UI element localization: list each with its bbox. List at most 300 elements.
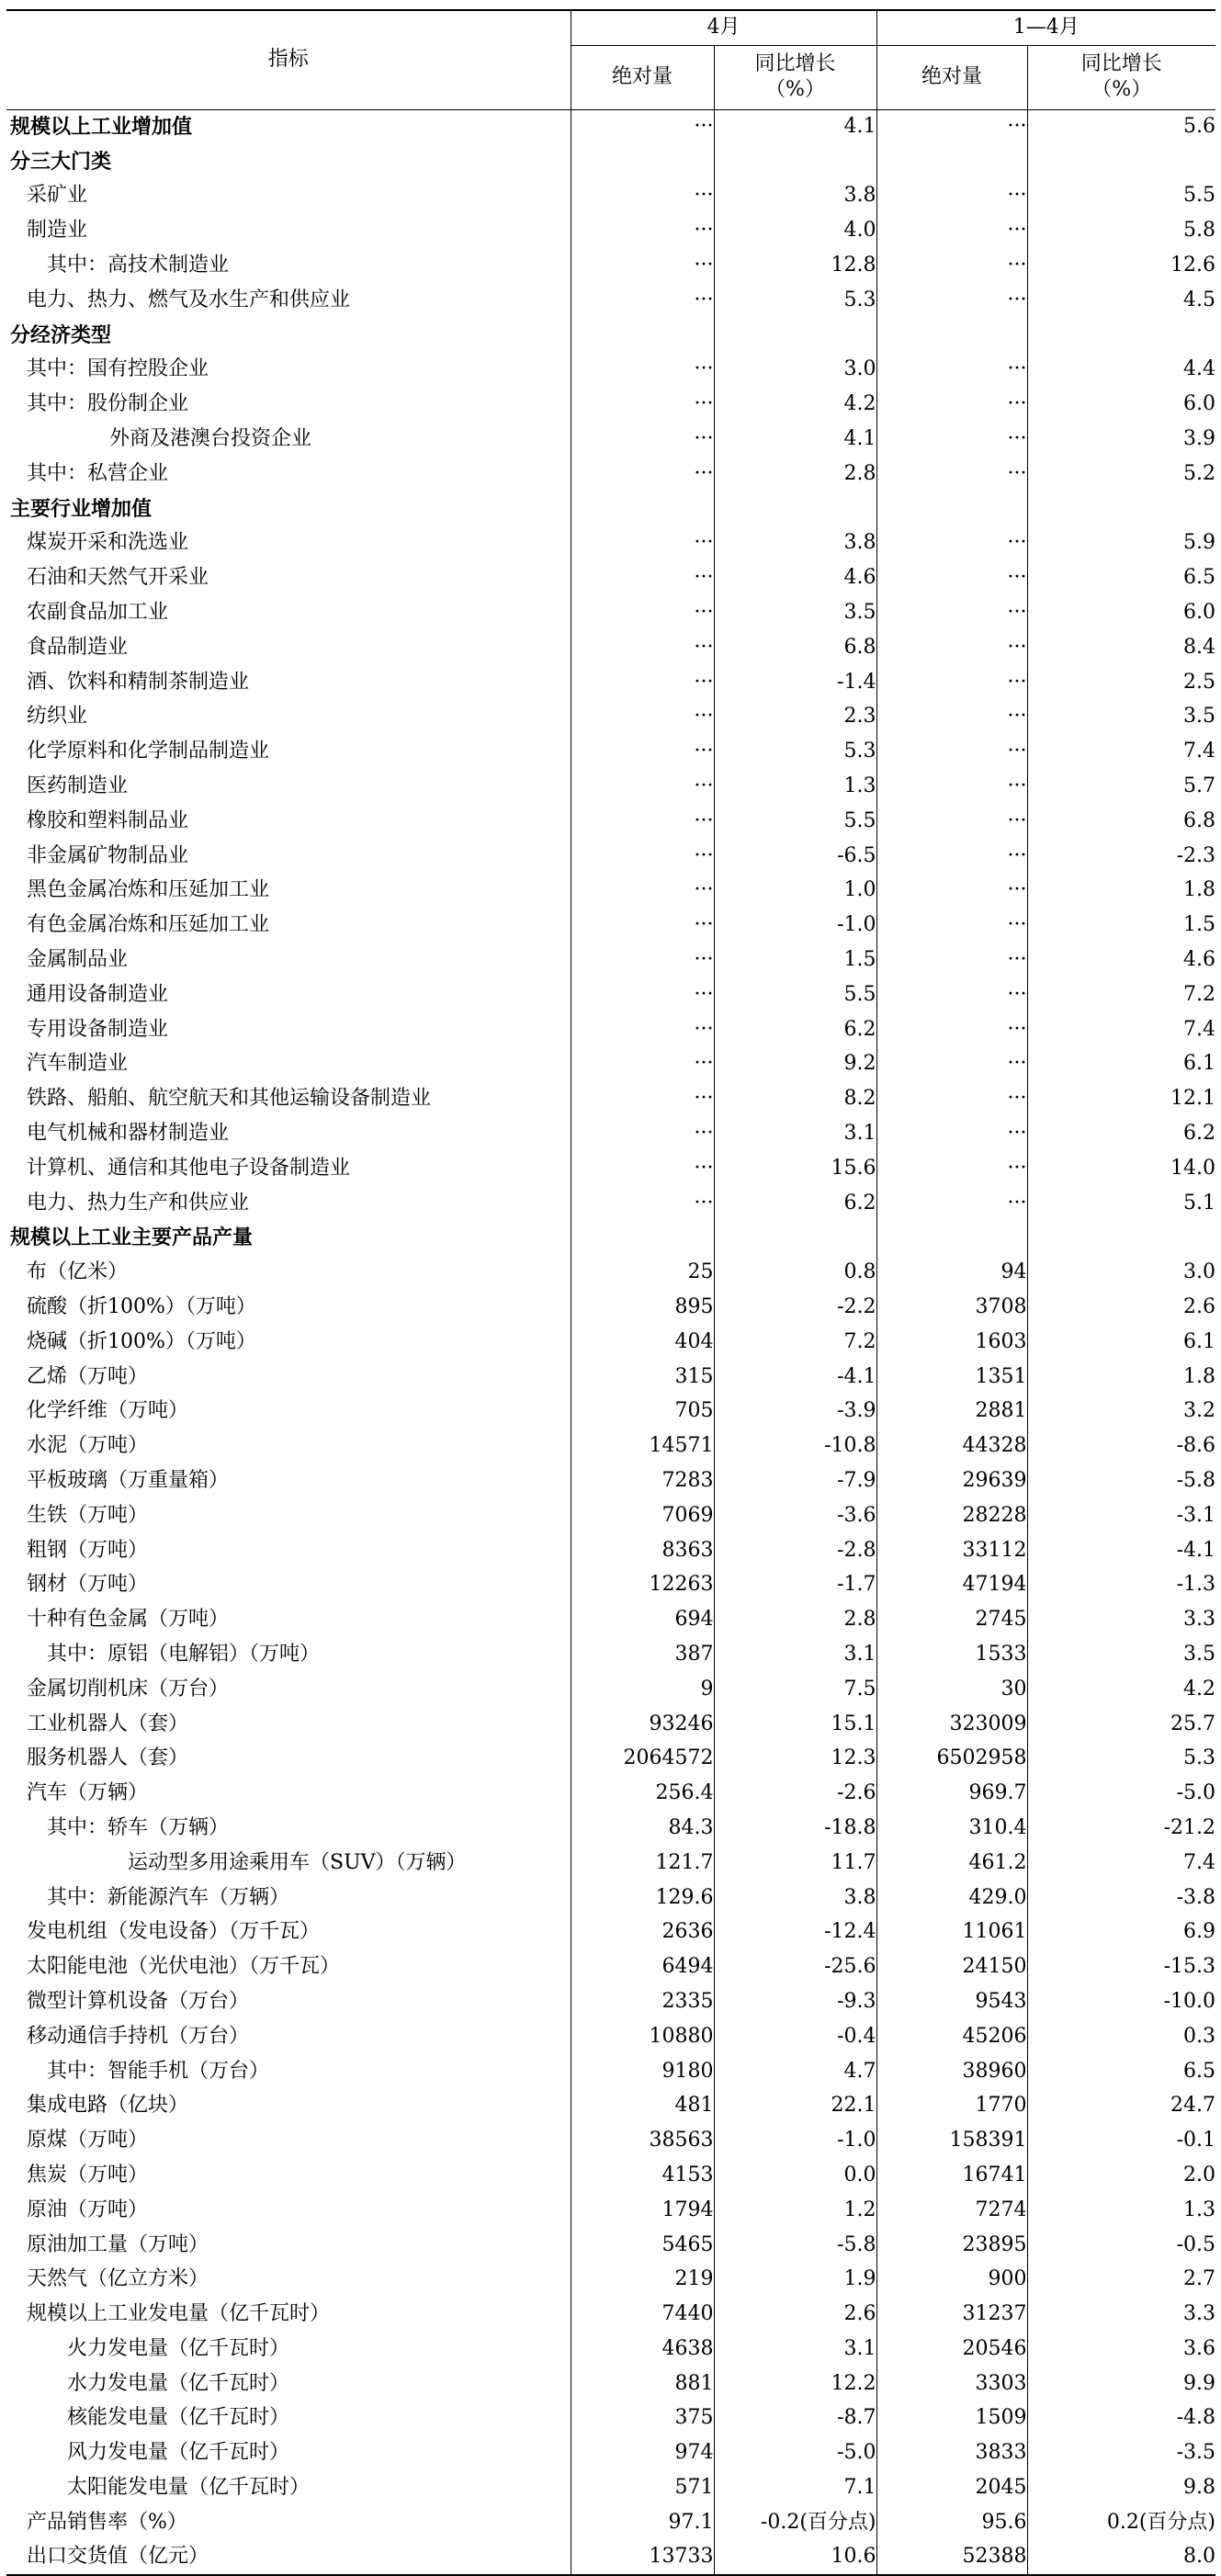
- cumulative-yoy-growth: 0.3: [1183, 2024, 1215, 2048]
- cumulative-absolute-value: 30: [876, 1672, 1027, 1707]
- month-absolute-value: ···: [571, 1047, 714, 1082]
- month-yoy-growth: [714, 144, 876, 179]
- month-absolute-value: [571, 1221, 714, 1256]
- month-absolute-value: 9: [571, 1672, 714, 1707]
- month-yoy-growth: -0.4: [714, 2019, 876, 2054]
- month-absolute-value: 2335: [571, 1984, 714, 2019]
- table-row: [6, 2401, 1215, 2436]
- month-absolute-value: ···: [571, 526, 714, 561]
- table-row: [6, 2470, 1215, 2505]
- cumulative-absolute-value: 9543: [876, 1984, 1027, 2019]
- month-yoy-growth: 2.8: [714, 457, 876, 491]
- table-row: [6, 353, 1215, 388]
- month-absolute-value: ···: [571, 908, 714, 943]
- row-indicator: 汽车（万辆）: [6, 1776, 571, 1811]
- table-row: [6, 248, 1215, 283]
- month-absolute-value: 6494: [571, 1949, 714, 1984]
- cumulative-absolute-value: 429.0: [876, 1881, 1027, 1915]
- row-indicator: 生铁（万吨）: [6, 1498, 571, 1533]
- row-indicator: 煤炭开采和洗选业: [6, 526, 571, 561]
- table-row: [6, 1741, 1215, 1776]
- cumulative-absolute-value: 52388: [876, 2540, 1027, 2575]
- cumulative-absolute-value: 45206: [876, 2019, 1027, 2054]
- industrial-stats-table: [6, 9, 1215, 2576]
- row-indicator: 橡胶和塑料制品业: [6, 804, 571, 839]
- cumulative-absolute-value: ···: [876, 109, 1027, 144]
- month-absolute-value: ···: [571, 1116, 714, 1151]
- table-row: [6, 1949, 1215, 1984]
- section-row: [6, 144, 1215, 179]
- month-absolute-value: 121.7: [571, 1846, 714, 1881]
- cumulative-yoy-growth: 5.6: [1183, 115, 1215, 139]
- month-absolute-value: ···: [571, 1151, 714, 1186]
- cumulative-yoy-growth: -2.3: [1176, 843, 1215, 867]
- row-indicator: 电气机械和器材制造业: [6, 1116, 571, 1151]
- header-cum-yoy: [1027, 45, 1215, 109]
- month-yoy-growth: 0.8: [714, 1255, 876, 1290]
- cumulative-yoy-growth: 2.5: [1183, 670, 1215, 694]
- row-indicator: 规模以上工业发电量（亿千瓦时）: [6, 2297, 571, 2332]
- month-yoy-growth: 3.8: [714, 179, 876, 214]
- month-yoy-growth: 4.1: [714, 422, 876, 457]
- cumulative-yoy-growth: -5.8: [1176, 1468, 1215, 1492]
- cumulative-yoy-growth: -3.8: [1176, 1885, 1215, 1909]
- month-yoy-growth: -4.1: [714, 1360, 876, 1395]
- section-row: [6, 318, 1215, 353]
- cumulative-yoy-growth: 2.0: [1183, 2163, 1215, 2186]
- row-indicator: 微型计算机设备（万台）: [6, 1984, 571, 2019]
- table-row: [6, 665, 1215, 700]
- table-row: [6, 2435, 1215, 2470]
- row-indicator: 钢材（万吨）: [6, 1567, 571, 1602]
- cumulative-absolute-value: ···: [876, 1186, 1027, 1221]
- cumulative-absolute-value: [876, 491, 1027, 526]
- table-row: [6, 1846, 1215, 1881]
- header-cum-abs: 绝对量: [876, 45, 1027, 109]
- cumulative-yoy-growth: 3.2: [1183, 1399, 1215, 1423]
- cumulative-absolute-value: ···: [876, 560, 1027, 595]
- cumulative-yoy-growth: 3.0: [1183, 1260, 1215, 1284]
- month-yoy-growth: 3.1: [714, 1116, 876, 1151]
- month-absolute-value: 895: [571, 1290, 714, 1325]
- cumulative-yoy-growth: -5.0: [1176, 1781, 1215, 1805]
- cumulative-absolute-value: ···: [876, 908, 1027, 943]
- month-absolute-value: 571: [571, 2470, 714, 2505]
- month-yoy-growth: -8.7: [714, 2401, 876, 2436]
- row-indicator: 天然气（亿立方米）: [6, 2262, 571, 2297]
- cumulative-absolute-value: ···: [876, 839, 1027, 874]
- row-indicator: 布（亿米）: [6, 1255, 571, 1290]
- cumulative-absolute-value: ···: [876, 1047, 1027, 1082]
- row-indicator: 化学纤维（万吨）: [6, 1394, 571, 1429]
- month-absolute-value: ···: [571, 769, 714, 804]
- cumulative-absolute-value: ···: [876, 769, 1027, 804]
- month-absolute-value: 881: [571, 2367, 714, 2401]
- month-absolute-value: ···: [571, 1012, 714, 1047]
- table-row: [6, 422, 1215, 457]
- month-yoy-growth: 9.2: [714, 1047, 876, 1082]
- cumulative-absolute-value: ···: [876, 387, 1027, 422]
- cumulative-yoy-growth: 1.8: [1183, 878, 1215, 902]
- month-absolute-value: ···: [571, 387, 714, 422]
- cumulative-yoy-growth: 9.8: [1183, 2476, 1215, 2500]
- table-row: [6, 700, 1215, 735]
- row-indicator: 计算机、通信和其他电子设备制造业: [6, 1151, 571, 1186]
- cumulative-yoy-growth: 7.4: [1183, 1017, 1215, 1041]
- cumulative-absolute-value: [876, 318, 1027, 353]
- month-yoy-growth: -5.8: [714, 2228, 876, 2263]
- table-row: [6, 630, 1215, 665]
- cumulative-yoy-growth: 0.2(百分点): [1106, 2510, 1215, 2534]
- month-yoy-growth: 6.2: [714, 1186, 876, 1221]
- month-absolute-value: 7069: [571, 1498, 714, 1533]
- month-absolute-value: 387: [571, 1637, 714, 1672]
- table-row: [6, 734, 1215, 769]
- row-indicator: 农副食品加工业: [6, 595, 571, 630]
- month-yoy-growth: 15.6: [714, 1151, 876, 1186]
- cumulative-yoy-growth: 9.9: [1183, 2371, 1215, 2395]
- month-yoy-growth: [714, 1221, 876, 1256]
- table-row: [6, 560, 1215, 595]
- row-indicator: 其中：国有控股企业: [6, 353, 571, 388]
- cumulative-yoy-growth: 5.3: [1183, 1746, 1215, 1770]
- row-indicator: 水泥（万吨）: [6, 1429, 571, 1463]
- cumulative-absolute-value: 323009: [876, 1707, 1027, 1742]
- cumulative-absolute-value: 1351: [876, 1360, 1027, 1395]
- cumulative-absolute-value: 969.7: [876, 1776, 1027, 1811]
- month-yoy-growth: 6.8: [714, 630, 876, 665]
- cumulative-absolute-value: [876, 1221, 1027, 1256]
- row-indicator: 焦炭（万吨）: [6, 2158, 571, 2193]
- table-row: [6, 1325, 1215, 1360]
- cumulative-yoy-growth: 6.5: [1183, 566, 1215, 590]
- cumulative-yoy-growth: 3.9: [1183, 427, 1215, 451]
- month-absolute-value: ···: [571, 213, 714, 248]
- table-row: [6, 1047, 1215, 1082]
- cumulative-yoy-growth: 24.7: [1170, 2094, 1215, 2118]
- row-indicator: 金属切削机床（万台）: [6, 1672, 571, 1707]
- month-absolute-value: 481: [571, 2088, 714, 2123]
- month-absolute-value: ···: [571, 248, 714, 283]
- cumulative-yoy-growth: 5.1: [1183, 1191, 1215, 1215]
- cumulative-absolute-value: ···: [876, 977, 1027, 1012]
- month-absolute-value: 7283: [571, 1463, 714, 1498]
- row-indicator: 原煤（万吨）: [6, 2123, 571, 2158]
- month-absolute-value: 84.3: [571, 1811, 714, 1846]
- month-yoy-growth: [714, 318, 876, 353]
- cumulative-absolute-value: ···: [876, 595, 1027, 630]
- header-yoy-line1: 同比增长: [1080, 52, 1162, 75]
- row-indicator: 化学原料和化学制品制造业: [6, 734, 571, 769]
- table-row: [6, 1602, 1215, 1637]
- month-absolute-value: ···: [571, 595, 714, 630]
- cumulative-yoy-growth: [1027, 318, 1215, 353]
- cumulative-absolute-value: 2045: [876, 2470, 1027, 2505]
- month-yoy-growth: -25.6: [714, 1949, 876, 1984]
- month-yoy-growth: 6.2: [714, 1012, 876, 1047]
- month-absolute-value: ···: [571, 874, 714, 909]
- table-row: [6, 1116, 1215, 1151]
- month-absolute-value: 97.1: [571, 2505, 714, 2540]
- month-absolute-value: ···: [571, 630, 714, 665]
- cumulative-absolute-value: ···: [876, 179, 1027, 214]
- month-yoy-growth: -1.4: [714, 665, 876, 700]
- table-row: [6, 1707, 1215, 1742]
- cumulative-yoy-growth: 12.6: [1170, 254, 1215, 277]
- month-absolute-value: 1794: [571, 2193, 714, 2228]
- table-row: [6, 1637, 1215, 1672]
- month-yoy-growth: -1.0: [714, 2123, 876, 2158]
- month-yoy-growth: 0.0: [714, 2158, 876, 2193]
- cumulative-yoy-growth: 1.8: [1183, 1364, 1215, 1388]
- table-row: [6, 1915, 1215, 1949]
- cumulative-yoy-growth: 6.0: [1183, 601, 1215, 625]
- month-absolute-value: ···: [571, 839, 714, 874]
- month-absolute-value: 9180: [571, 2054, 714, 2089]
- cumulative-absolute-value: 310.4: [876, 1811, 1027, 1846]
- cumulative-yoy-growth: [1027, 1221, 1215, 1256]
- cumulative-absolute-value: 1509: [876, 2401, 1027, 2436]
- header-yoy-line1: 同比增长: [754, 52, 836, 75]
- cumulative-absolute-value: 33112: [876, 1533, 1027, 1568]
- month-yoy-growth: -1.0: [714, 908, 876, 943]
- cumulative-yoy-growth: -3.1: [1176, 1503, 1215, 1527]
- cumulative-yoy-growth: -4.1: [1176, 1538, 1215, 1562]
- table-header: [6, 10, 1215, 109]
- row-indicator: 烧碱（折100%）（万吨）: [6, 1325, 571, 1360]
- row-indicator: 水力发电量（亿千瓦时）: [6, 2367, 571, 2401]
- cumulative-yoy-growth: 6.0: [1183, 392, 1215, 416]
- month-absolute-value: 8363: [571, 1533, 714, 1568]
- month-absolute-value: [571, 144, 714, 179]
- cumulative-absolute-value: 20546: [876, 2332, 1027, 2367]
- month-absolute-value: 315: [571, 1360, 714, 1395]
- month-absolute-value: ···: [571, 734, 714, 769]
- table-row: [6, 1290, 1215, 1325]
- cumulative-yoy-growth: 6.9: [1183, 1920, 1215, 1944]
- month-yoy-growth: 3.1: [714, 1637, 876, 1672]
- cumulative-yoy-growth: 5.7: [1183, 774, 1215, 798]
- month-yoy-growth: 5.3: [714, 283, 876, 318]
- cumulative-yoy-growth: 4.5: [1183, 288, 1215, 311]
- cumulative-yoy-growth: -8.6: [1176, 1434, 1215, 1458]
- cumulative-absolute-value: 900: [876, 2262, 1027, 2297]
- table-row: [6, 457, 1215, 491]
- month-absolute-value: ···: [571, 560, 714, 595]
- cumulative-yoy-growth: [1027, 144, 1215, 179]
- row-indicator: 其中：私营企业: [6, 457, 571, 491]
- month-yoy-growth: 4.1: [714, 109, 876, 144]
- table-row: [6, 2262, 1215, 2297]
- month-yoy-growth: 8.2: [714, 1081, 876, 1116]
- table-row: [6, 1151, 1215, 1186]
- table-row: [6, 1672, 1215, 1707]
- row-indicator: 集成电路（亿块）: [6, 2088, 571, 2123]
- row-indicator: 硫酸（折100%）（万吨）: [6, 1290, 571, 1325]
- month-yoy-growth: 12.3: [714, 1741, 876, 1776]
- cumulative-yoy-growth: 1.5: [1183, 913, 1215, 937]
- table-row: [6, 1881, 1215, 1915]
- header-yoy-line2: （%）: [765, 78, 825, 101]
- month-absolute-value: 4638: [571, 2332, 714, 2367]
- month-absolute-value: ···: [571, 457, 714, 491]
- table-row: [6, 1186, 1215, 1221]
- cumulative-yoy-growth: 3.6: [1183, 2336, 1215, 2360]
- table-row: [6, 1394, 1215, 1429]
- month-yoy-growth: 7.1: [714, 2470, 876, 2505]
- cumulative-yoy-growth: -1.3: [1176, 1573, 1215, 1597]
- row-indicator: 粗钢（万吨）: [6, 1533, 571, 1568]
- header-yoy-line2: （%）: [1091, 78, 1152, 101]
- row-indicator: 采矿业: [6, 179, 571, 214]
- month-absolute-value: ···: [571, 665, 714, 700]
- table-row: [6, 2367, 1215, 2401]
- month-yoy-growth: 4.0: [714, 213, 876, 248]
- cumulative-absolute-value: 1533: [876, 1637, 1027, 1672]
- table-row: [6, 2332, 1215, 2367]
- cumulative-absolute-value: 1603: [876, 1325, 1027, 1360]
- cumulative-absolute-value: 23895: [876, 2228, 1027, 2263]
- table-row: [6, 1012, 1215, 1047]
- table-row: [6, 977, 1215, 1012]
- cumulative-absolute-value: 3708: [876, 1290, 1027, 1325]
- month-yoy-growth: 11.7: [714, 1846, 876, 1881]
- month-absolute-value: 4153: [571, 2158, 714, 2193]
- header-month-yoy: [714, 45, 876, 109]
- cumulative-absolute-value: ···: [876, 248, 1027, 283]
- table-row: [6, 283, 1215, 318]
- month-absolute-value: 219: [571, 2262, 714, 2297]
- month-absolute-value: ···: [571, 700, 714, 735]
- cumulative-yoy-growth: -0.5: [1176, 2232, 1215, 2256]
- cumulative-yoy-growth: 3.5: [1183, 1642, 1215, 1666]
- month-yoy-growth: 3.8: [714, 526, 876, 561]
- month-yoy-growth: 5.5: [714, 804, 876, 839]
- month-yoy-growth: -10.8: [714, 1429, 876, 1463]
- cumulative-absolute-value: ···: [876, 457, 1027, 491]
- cumulative-absolute-value: 11061: [876, 1915, 1027, 1949]
- month-yoy-growth: -12.4: [714, 1915, 876, 1949]
- cumulative-absolute-value: 2745: [876, 1602, 1027, 1637]
- cumulative-absolute-value: ···: [876, 700, 1027, 735]
- cumulative-absolute-value: 3833: [876, 2435, 1027, 2470]
- row-indicator: 外商及港澳台投资企业: [6, 422, 571, 457]
- cumulative-absolute-value: 6502958: [876, 1741, 1027, 1776]
- row-indicator: 火力发电量（亿千瓦时）: [6, 2332, 571, 2367]
- row-indicator: 汽车制造业: [6, 1047, 571, 1082]
- month-absolute-value: 404: [571, 1325, 714, 1360]
- month-yoy-growth: -5.0: [714, 2435, 876, 2470]
- row-indicator: 酒、饮料和精制茶制造业: [6, 665, 571, 700]
- month-yoy-growth: 1.0: [714, 874, 876, 909]
- row-indicator: 主要行业增加值: [6, 491, 571, 526]
- row-indicator: 有色金属冶炼和压延加工业: [6, 908, 571, 943]
- table-row: [6, 2540, 1215, 2575]
- month-absolute-value: 5465: [571, 2228, 714, 2263]
- row-indicator: 规模以上工业主要产品产量: [6, 1221, 571, 1256]
- month-yoy-growth: 7.2: [714, 1325, 876, 1360]
- cumulative-absolute-value: ···: [876, 353, 1027, 388]
- month-yoy-growth: 2.6: [714, 2297, 876, 2332]
- cumulative-yoy-growth: 25.7: [1170, 1712, 1215, 1735]
- row-indicator: 其中：轿车（万辆）: [6, 1811, 571, 1846]
- table-row: [6, 804, 1215, 839]
- cumulative-absolute-value: ···: [876, 1012, 1027, 1047]
- table-row: [6, 874, 1215, 909]
- cumulative-yoy-growth: 5.2: [1183, 461, 1215, 485]
- month-yoy-growth: -2.8: [714, 1533, 876, 1568]
- month-yoy-growth: 2.3: [714, 700, 876, 735]
- cumulative-absolute-value: 3303: [876, 2367, 1027, 2401]
- header-indicator: 指标: [6, 10, 571, 109]
- row-indicator: 其中：股份制企业: [6, 387, 571, 422]
- month-absolute-value: 2064572: [571, 1741, 714, 1776]
- row-indicator: 风力发电量（亿千瓦时）: [6, 2435, 571, 2470]
- month-absolute-value: 7440: [571, 2297, 714, 2332]
- row-indicator: 其中：原铝（电解铝）（万吨）: [6, 1637, 571, 1672]
- cumulative-yoy-growth: 2.7: [1183, 2267, 1215, 2291]
- table-body: [6, 109, 1215, 2575]
- cumulative-yoy-growth: 6.2: [1183, 1122, 1215, 1145]
- month-absolute-value: 10880: [571, 2019, 714, 2054]
- month-yoy-growth: -3.6: [714, 1498, 876, 1533]
- cumulative-yoy-growth: 6.1: [1183, 1329, 1215, 1353]
- row-indicator: 其中：高技术制造业: [6, 248, 571, 283]
- cumulative-absolute-value: ···: [876, 1081, 1027, 1116]
- cumulative-yoy-growth: 6.5: [1183, 2059, 1215, 2083]
- month-absolute-value: 25: [571, 1255, 714, 1290]
- month-absolute-value: 12263: [571, 1567, 714, 1602]
- row-indicator: 分三大门类: [6, 144, 571, 179]
- table-row: [6, 387, 1215, 422]
- cumulative-yoy-growth: 7.2: [1183, 982, 1215, 1006]
- month-absolute-value: ···: [571, 353, 714, 388]
- table-row: [6, 1533, 1215, 1568]
- row-indicator: 制造业: [6, 213, 571, 248]
- cumulative-absolute-value: 158391: [876, 2123, 1027, 2158]
- month-yoy-growth: 3.0: [714, 353, 876, 388]
- table-row: [6, 1360, 1215, 1395]
- header-month: 4月: [571, 10, 876, 45]
- row-indicator: 通用设备制造业: [6, 977, 571, 1012]
- cumulative-yoy-growth: 7.4: [1183, 740, 1215, 763]
- table-row: [6, 1984, 1215, 2019]
- row-indicator: 纺织业: [6, 700, 571, 735]
- cumulative-yoy-growth: -10.0: [1163, 1989, 1215, 2013]
- cumulative-absolute-value: 47194: [876, 1567, 1027, 1602]
- month-yoy-growth: 10.6: [714, 2540, 876, 2575]
- month-yoy-growth: -0.2(百分点): [714, 2505, 876, 2540]
- row-indicator: 产品销售率（%）: [6, 2505, 571, 2540]
- month-yoy-growth: -2.2: [714, 1290, 876, 1325]
- cumulative-absolute-value: 24150: [876, 1949, 1027, 1984]
- month-yoy-growth: 3.8: [714, 1881, 876, 1915]
- cumulative-absolute-value: ···: [876, 213, 1027, 248]
- table-row: [6, 1776, 1215, 1811]
- month-yoy-growth: 2.8: [714, 1602, 876, 1637]
- month-absolute-value: 14571: [571, 1429, 714, 1463]
- row-indicator: 核能发电量（亿千瓦时）: [6, 2401, 571, 2436]
- cumulative-yoy-growth: 4.6: [1183, 948, 1215, 972]
- cumulative-absolute-value: ···: [876, 526, 1027, 561]
- cumulative-yoy-growth: 3.3: [1183, 2302, 1215, 2326]
- cumulative-absolute-value: 7274: [876, 2193, 1027, 2228]
- month-yoy-growth: 12.2: [714, 2367, 876, 2401]
- month-yoy-growth: 4.6: [714, 560, 876, 595]
- cumulative-yoy-growth: 8.4: [1183, 635, 1215, 659]
- table-row: [6, 1255, 1215, 1290]
- cumulative-absolute-value: 2881: [876, 1394, 1027, 1429]
